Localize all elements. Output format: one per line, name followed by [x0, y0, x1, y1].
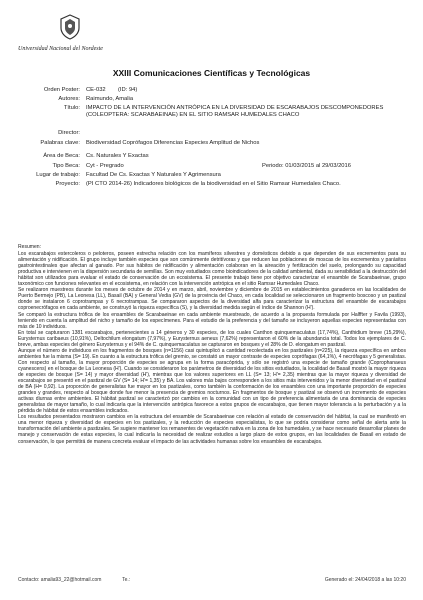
- lugar-label: Lugar de trabajo:: [36, 172, 80, 178]
- footer-contact-line: [18, 577, 130, 583]
- abstract-paragraph: Se comparó la estructura trófica de los ensambles de Scarabaeinae en cada ambiente muestreado, de acuerdo a la propuesta formulada por Halffter y Favila (1993), teniendo en cuenta la amplitud del nicho y tamaño de los especímenes. Para el estudio de la preferencia y del tamaño se incluyeron aquellas especies representadas con más de 10 individuos.: [18, 311, 406, 330]
- director-label: Director:: [58, 130, 80, 136]
- abstract-paragraph: Se realizaron muestreos durante los meses de octubre de 2014 y en marzo, abril, noviembre y diciembre de 2015 en establecimientos ganaderos en las localidades de Puerto Bermejo (PB), La Leonesa (LL), Basail (BA) y General Vedia (GV) de la provincia del Chaco, en cada localidad se seleccionaron un fragmento boscoso y un pastizal donde se instalaron 6 coprotrampas y 6 necrotrampas. Se compararon aspectos de la diversidad alfa para caracterizar la estructura del ensamble de escarabajos coproenecrófagos en cada ambiente, se construyó la riqueza específica (S), y la diversidad medida según el índice de Shannon (H').: [18, 287, 406, 312]
- university-seal-icon: [58, 14, 82, 40]
- orden-extra: (ID: 94): [118, 87, 138, 93]
- orden-label: Orden Poster:: [43, 87, 80, 93]
- lugar-value: Facultad De Cs. Exactas Y Naturales Y Agrimensura: [86, 172, 221, 178]
- palabras-label: Palabras clave:: [40, 140, 80, 146]
- proyecto-label: Proyecto:: [55, 181, 80, 187]
- proyecto-value: (PI CTO 2014-26) Indicadores biológicos de la biodiversidad en el Sitio Ramsar Humedales Chaco.: [86, 181, 341, 187]
- autores-value: Raimundo, Amalia: [86, 96, 134, 102]
- titulo-label: Título:: [63, 105, 80, 111]
- abstract-body: [18, 244, 406, 445]
- tipo-label: Tipo Beca:: [52, 163, 80, 169]
- palabras-value: Biodiversidad Coprófagos Diferencias Especies Amplitud de Nichos: [86, 140, 260, 146]
- university-logo: [18, 14, 118, 52]
- autores-label: Autores:: [58, 96, 80, 102]
- university-name: Universidad Nacional del Nordeste: [18, 46, 103, 52]
- area-label: Área de Beca:: [43, 153, 80, 159]
- periodo-value: Periodo: 01/03/2015 al 29/03/2016: [262, 163, 351, 169]
- abstract-paragraph: Aunque el número de individuos en los fragmentos de bosques (n=1156) casi quintuplicó a cantidad recolectada en los pastizales (n=225), la riqueza específica en ambos ambientes fue la misma (S= 19). En cuanto a la estructura trófica del gremio, se constató un mayor contraste de especies coprófagas (64,1%), 4 necrófagas y 5 generalistas. Con respecto al tamaño, la mayor proporción de especies se agrupa en la forma paracóprida, y sólo se registró una especie de tamaño grande (Coprophanaeus cyanescens) en el bosque de La Leonesa (H'). Cuando se consideraron los parámetros de diversidad de los sitios estudiados, la localidad de Basail mostró la mayor riqueza de especies de bosque (S= 14) y mayor diversidad (H'), mientras que los valores superiores en LL (S= 13; H'= 2,35) mientras que la mayor riqueza y diversidad de escarabajos se presentó en el pastizal de GV (S= 14; H'= 1,35) y BA. Los valores más bajos corresponden a los sitios más intervenidos y la menor diversidad en el pastizal de BA (H= 0,92). La proporción de generalistas fue mayor en los pastizales, como también la conformación de los ensambles con una importante proporción de especies grandes y grandes, respecto al bosque donde fue menor la presencia de gremios nocturnos. En fragmentos de bosque y pastizal se observó un incremento de especies activas diurnas entre ambientes. El hábitat pastizal se caracterizó por cambios en la comunidad con un tipo de preferencia alimentaria de una dominancia de especies generalistas de mayor tamaño, lo cual indicaría que la intervención antrópica favorece a estos grupos de escarabajos, que tienen mayor tolerancia a la perturbación y a la pérdida de hábitat de estos ensambles indicados.: [18, 347, 406, 415]
- contact-phone: Te.:: [122, 577, 131, 583]
- contact-email: Contacto: amalia93_22@hotmail.com: [18, 577, 102, 583]
- resumen-label: Resumen:: [18, 244, 42, 250]
- titulo-value: IMPACTO DE LA INTERVENCIÓN ANTRÓPICA EN LA DIVERSIDAD DE ESCARABAJOS DESCOMPONEDORES (COLEOPTERA: SCARABAEINAE) EN EL SITIO RAMSAR HUMEDALES CHACO: [86, 105, 384, 118]
- abstract-paragraph: Los resultados presentados mostraron cambios en la estructura del ensamble de Scarabaeinae con relación al estado de conservación del hábitat, la cual se manifestó en una menor riqueza y diversidad de especies en los pastizales, y la reducción de especies especialistas, lo que se podría considerar como señal de alerta ante la transformación del ambiente a pastizales. Se sugiere mantener los remanentes de vegetación nativa en la zona de los humedales, y se hace necesario desarrollar planes de manejo y conservación de estas especies, lo cual indicaría la necesidad de realizar estudios a largo plazo de estos grupos, en las localidades de Basail en estado de conservación, lo que permitirá de manera concreta evaluar el impacto de las actividades humanas sobre los ensambles de escarabajos.: [18, 414, 406, 445]
- page-title: XXIII Comunicaciones Científicas y Tecnológicas: [112, 68, 311, 78]
- abstract-paragraph: Los escarabajos estercoleros o peloteros, poseen estrecha relación con los mamíferos silvestres y domésticos debido a que dependen de sus excrementos para su alimentación y nidificación. El grupo incluye también especies que son comúnmente detritívoras y que reducen las poblaciones de moscas de los excrementos y parásitos gastrointestinales que afectan al ganado. Por sus hábitos de nidificación y alimentación colaboran en la aireación y fertilización del suelo, prolongando su capacidad productiva e intervienen en la dispersión secundaria de semillas. Son muy estudiados como bioindicadores de la calidad ambiental, dada su sensibilidad a la destrucción del hábitat son utilizados para evaluar el estado de conservación de un ecosistema. El presente trabajo tiene por objetivo caracterizar el ensamble de Scarabaeinae, grupo taxonómico con funciones relevantes en el ecosistema, en relación con la intervención antrópica en el sitio Ramsar Humedales Chaco.: [18, 251, 406, 288]
- orden-value: CE-032: [86, 87, 106, 93]
- abstract-paragraph: En total se capturaron 1381 escarabajos, pertenecientes a 14 géneros y 30 especies, de los cuales Canthon quinquemaculatus (17,74%), Canthidium breve (15,29%), Eurysternus caribaeus (10,91%), Deltochilum elongatum (7,97%), y Eurysternus aeneus (7,62%) representaron el 60% de la abundancia total. Todos los ejemplares de C. breve, ambas especies del género Eurysternus y el 94% de C. quinquemaculatus se capturaron en bosques y el 28% de D. elongatum en pastizal.: [18, 329, 406, 348]
- generated-timestamp: Generado el: 24/04/2018 a las 10:20: [324, 577, 406, 583]
- area-value: Cs. Naturales Y Exactas: [86, 153, 149, 159]
- tipo-value: Cyt - Pregrado: [86, 163, 124, 169]
- page-footer: [18, 577, 406, 585]
